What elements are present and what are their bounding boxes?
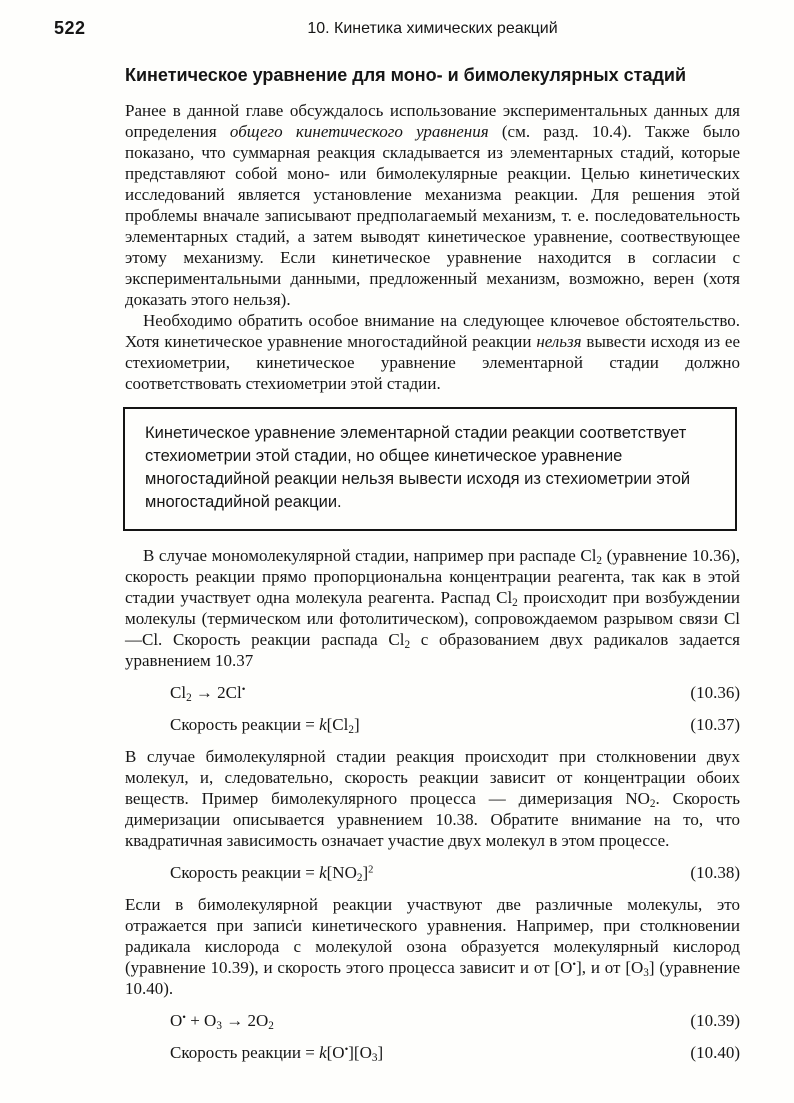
paragraph-intro: Ранее в данной главе обсуждалось использование экспериментальных данных для определения общего кинетического уравнения (см. разд. 10.4). Также было показано, что суммарная реакция складывается из элементарных стадий, которые представляют собой моно- или бимолекулярные реакции. Целью кинетических исследований является установление механизма реакции. Для решения этой проблемы вначале записывают предполагаемый механизм, т. е. последовательность элементарных стадий, а затем выводят кинетическое уравнение, соотвествующее этому механизму. Если кинетическое уравнение находится в согласии с экспериментальными данными, предложенный механизм, возможно, верен (хотя доказать этого нельзя). [125,101,740,309]
paragraph-monomolecular: В случае мономолекулярной стадии, например при распаде $Cl_2$ (уравнение 10.36), скорость реакции прямо пропорциональна концентрации реагента, так как в этой стадии участвует одна молекула реагента. Распад $Cl_2$ происходит при возбуждении молекулы (термическом или фотолитическом), сопровождаемом разрывом связи Cl—Cl. Скорость реакции распада $Cl_2$ с образованием двух радикалов задается уравнением 10.37 [125,546,740,670]
callout-text: Кинетическое уравнение элементарной стадии реакции соответствует стехиометрии этой стадии, но общее кинетическое уравнение многостадийной реакции нельзя вывести исходя из стехиометрии этой многостадийной реакции. [145,424,691,511]
equation-formula-10-40: Скорость реакции = $k[O^•][O_3]$ [170,1043,384,1065]
callout-box [123,407,737,531]
paragraph-two-molecules: Если в бимолекулярной реакции участвуют две различные молекулы, это отражается при запис̇и кинетического уравнения. Например, при столкновении радикала кислорода с молекулой озона образуется молекулярный кислород (уравнение 10.39), и скорость этого процесса зависит и от [O•], и от $[O_3]$ (уравнение 10.40). [125,895,741,998]
section-title: Кинетическое уравнение для моно- и бимолекулярных стадий [125,65,687,85]
equation-number-10-36: (10.36) [690,683,740,702]
equation-row-10-39 [125,1010,740,1031]
paragraph-bimolecular: В случае бимолекулярной стадии реакция происходит при столкновении двух молекул, и, следовательно, скорость реакции зависит от концентрации обоих веществ. Пример бимолекулярного процесса — димеризация $NO_2$. Скорость димеризации описывается уравнением 10.38. Обратите внимание на то, что квадратичная зависимость означает участие двух молекул в этом процессе. [125,747,740,850]
running-title: 10. Кинетика химических реакций [307,20,558,37]
equation-number-10-38: (10.38) [690,863,740,882]
paragraph-key-note: Необходимо обратить особое внимание на следующее ключевое обстоятельство. Хотя кинетическое уравнение многостадийной реакции нельзя вывести исходя из ее стехиометрии, кинетическое уравнение элементарной стадии должно соответствовать стехиометрии этой стадии. [125,311,740,393]
equation-formula-10-39: $O^• + O_3 \to 2O_2$ [170,1011,274,1033]
equation-number-10-39: (10.39) [690,1011,740,1030]
equation-number-10-37: (10.37) [690,715,740,734]
equation-row-10-40 [125,1042,740,1063]
equation-row-10-36 [125,682,740,703]
equation-row-10-38 [125,862,740,883]
equation-formula-10-36: $Cl_2 \to 2Cl^•$ [170,683,246,705]
equation-row-10-37 [125,714,740,735]
page-content [125,64,740,1074]
equation-formula-10-38: Скорость реакции = $k[NO_2]^2$ [170,863,374,885]
equation-number-10-40: (10.40) [690,1043,740,1062]
page-number: 522 [54,18,86,38]
equation-formula-10-37: Скорость реакции = $k[Cl_2]$ [170,715,360,737]
